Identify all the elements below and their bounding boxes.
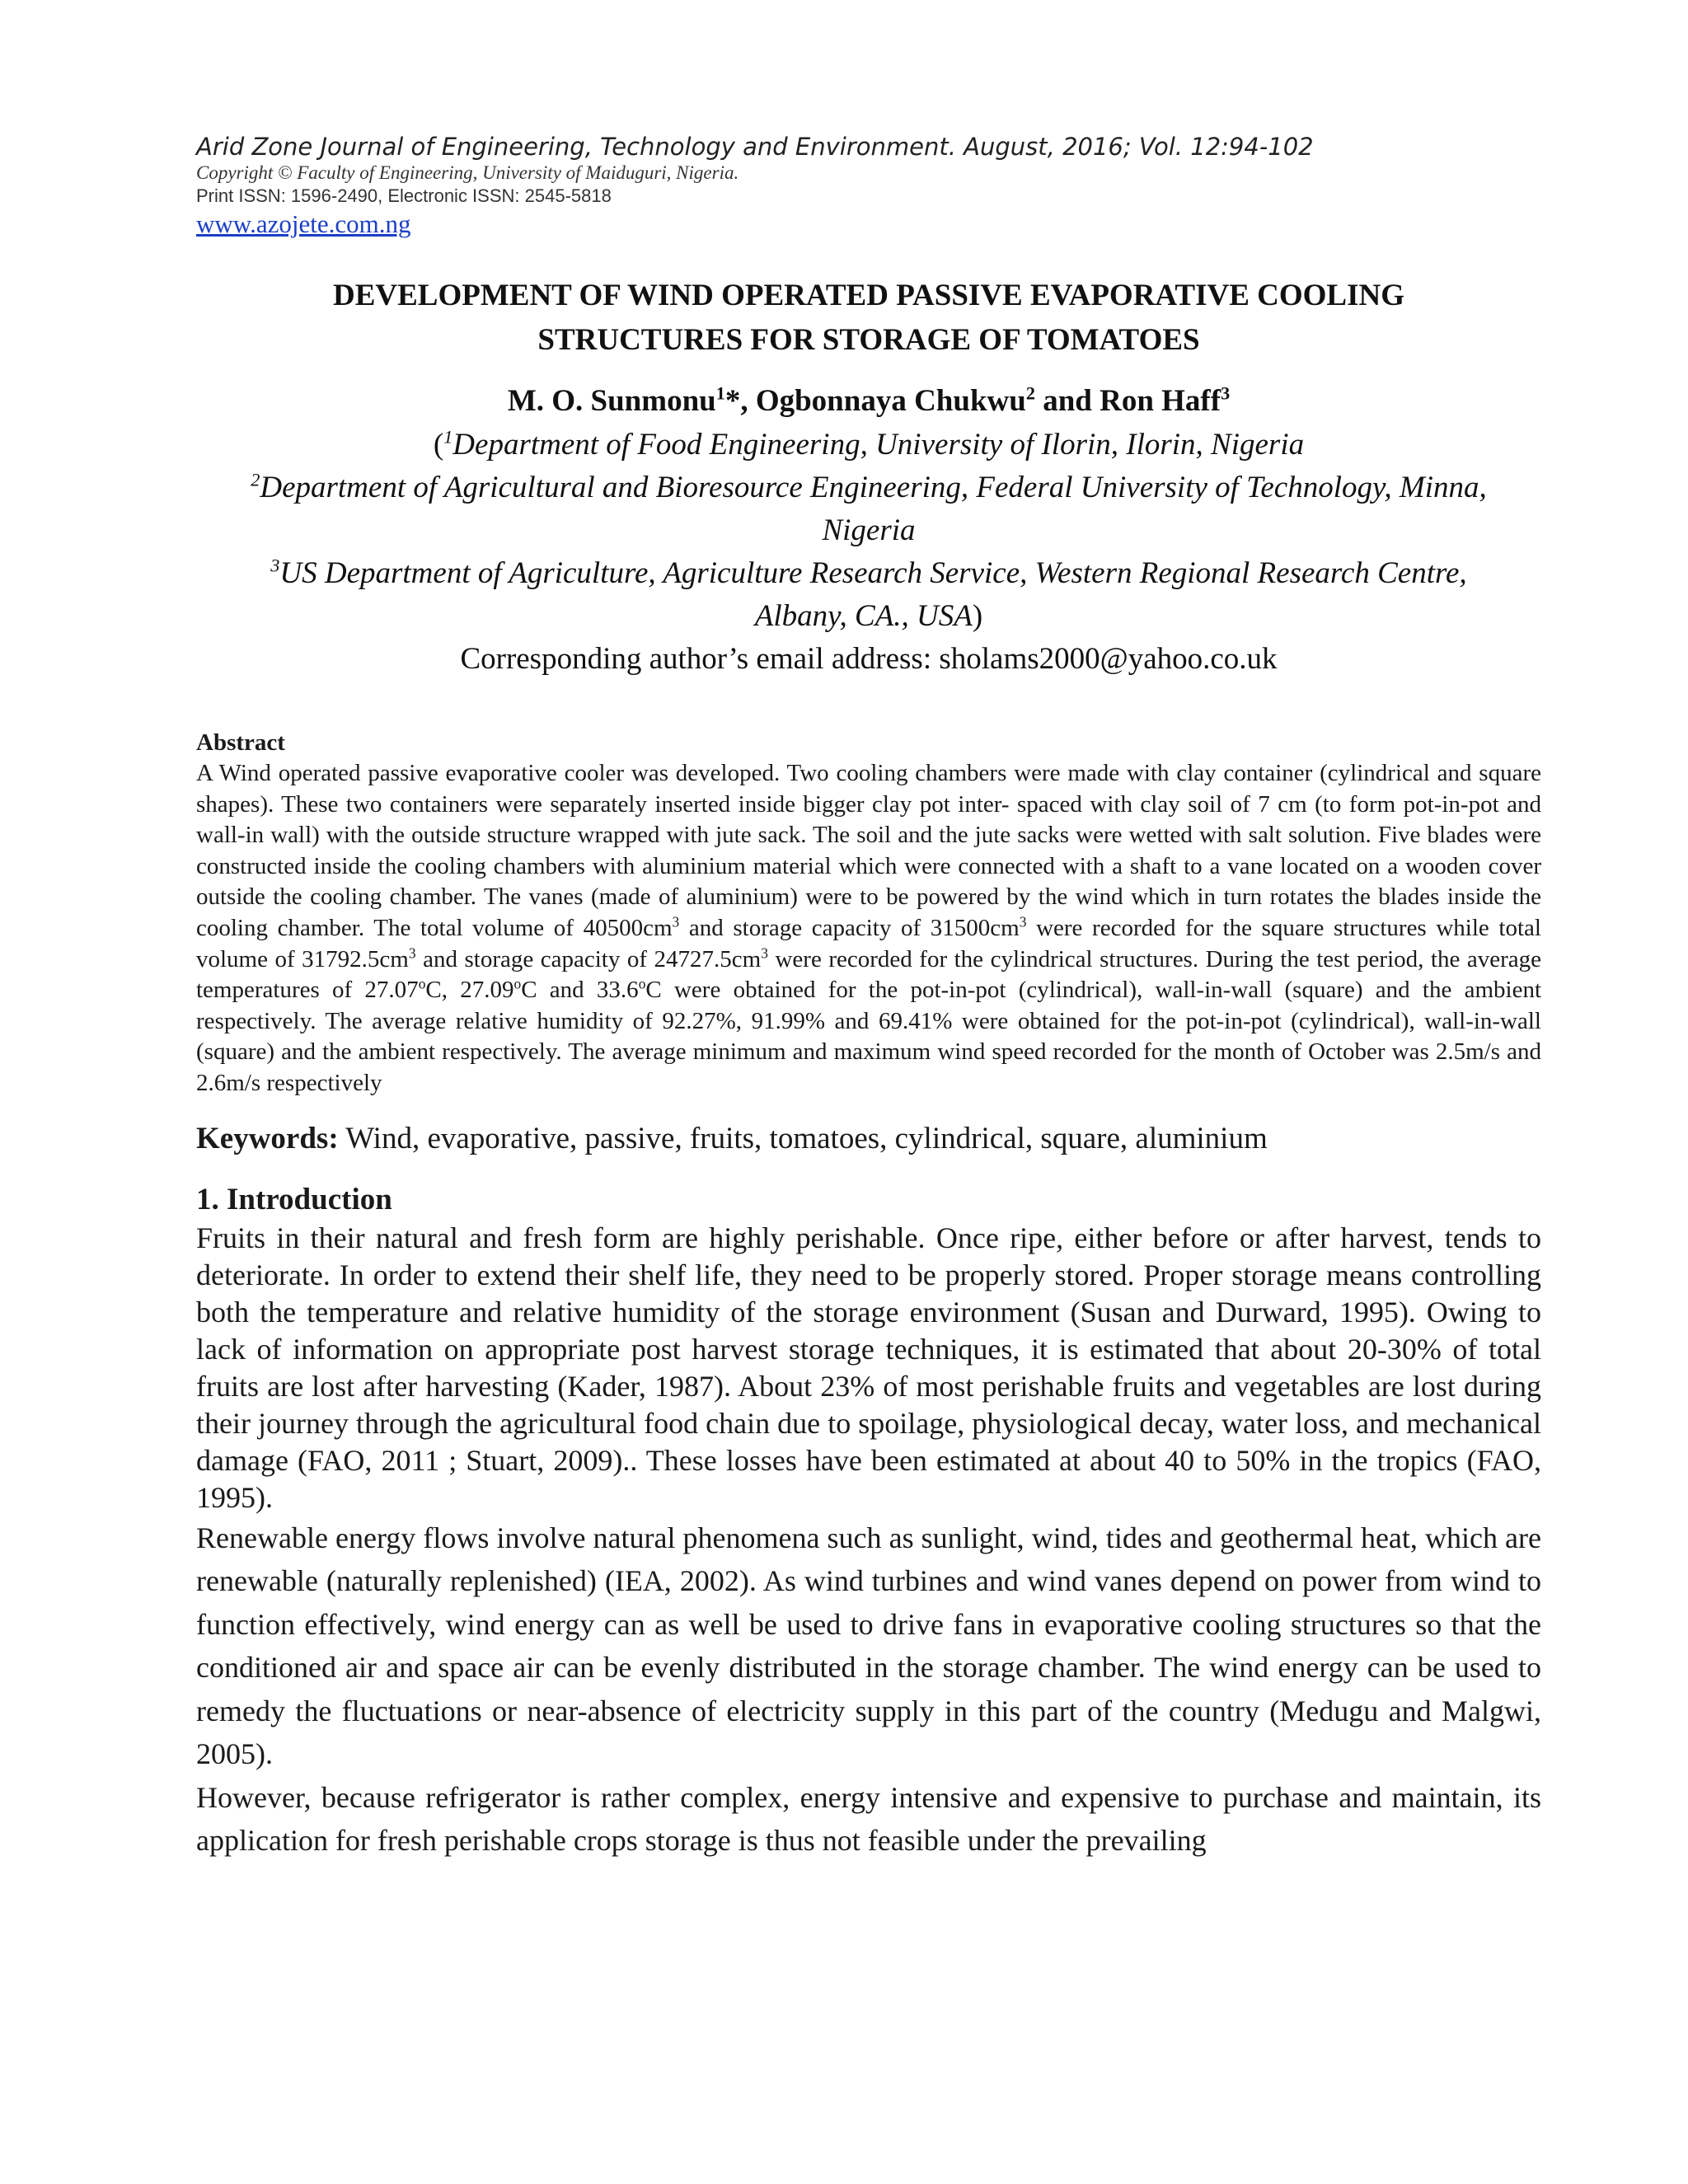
corresponding-email: Corresponding author’s email address: sholams2000@yahoo.co.uk	[460, 642, 1278, 676]
intro-paragraph-2: Renewable energy flows involve natural phenomena such as sunlight, wind, tides and geothermal heat, which are renewable (naturally replenished) (IEA, 2002). As wind turbines and wind vanes depend on power from wind to function effectively, wind energy can as well be used to drive fans in evaporative cooling structures so that the conditioned air and space air can be evenly distributed in the storage chamber. The wind energy can be used to remedy the fluctuations or near-absence of electricity supply in this part of the country (Medugu and Malgwi, 2005).	[196, 1521, 1541, 1771]
affiliation-2-mark: 2	[251, 469, 260, 490]
keywords-label: Keywords:	[196, 1121, 339, 1155]
abstract-text-5: were recorded for the cylindrical structures. During the test period, the average temperatures of 27.07	[196, 945, 1541, 1004]
abstract-heading: Abstract	[196, 729, 285, 756]
abstract-sup-1: 3	[672, 913, 680, 930]
author-conjunction: and	[1034, 384, 1100, 418]
affiliation-open-paren: (	[433, 428, 444, 462]
affiliation-2-line-2: Nigeria	[822, 513, 916, 547]
affiliation-3-text-line-2: Albany, CA., USA	[754, 599, 973, 633]
affiliation-1-text: Department of Food Engineering, University of Ilorin, Ilorin, Nigeria	[452, 428, 1305, 462]
paper-title-line-1: DEVELOPMENT OF WIND OPERATED PASSIVE EVAPORATIVE COOLING	[333, 279, 1404, 312]
author-3: Ron Haff	[1100, 384, 1221, 418]
author-3-affil-mark: 3	[1221, 382, 1231, 404]
abstract-text-7: C and 33.6	[521, 977, 639, 1004]
journal-website-link[interactable]: www.azojete.com.ng	[196, 209, 411, 238]
intro-paragraph-1: Fruits in their natural and fresh form are highly perishable. Once ripe, either before or after harvest, tends to deteriorate. In order to extend their shelf life, they need to be properly stored. Proper storage means controlling both the temperature and relative humidity of the storage environment (Susan and Durward, 1995). Owing to lack of information on appropriate post harvest storage techniques, it is estimated that about 20-30% of total fruits are lost after harvesting (Kader, 1987). About 23% of most perishable fruits and vegetables are lost during their journey through the agricultural food chain due to spoilage, physiological decay, water loss, and mechanical damage (FAO, 2011 ; Stuart, 2009).. These losses have been estimated at about 40 to 50% in the tropics (FAO, 1995).	[196, 1221, 1541, 1514]
abstract-text-3: were recorded for the square structures while total volume of 31792.5cm	[196, 914, 1541, 972]
section-heading-introduction: 1. Introduction	[196, 1182, 392, 1216]
keywords-line	[196, 1119, 1541, 1159]
author-2-affil-mark: 2	[1025, 382, 1035, 404]
intro-paragraph-3: However, because refrigerator is rather complex, energy intensive and expensive to purchase and maintain, its application for fresh perishable crops storage is thus not feasible under the prevailing	[196, 1780, 1541, 1858]
paper-title	[196, 274, 1541, 363]
abstract-sup-7: o	[638, 975, 646, 992]
corresponding-mark: *,	[724, 384, 756, 418]
affiliation-close-paren: )	[972, 599, 983, 633]
copyright-line: Copyright © Faculty of Engineering, University of Maiduguri, Nigeria.	[196, 162, 739, 183]
affiliation-3	[196, 552, 1541, 595]
abstract-sup-6: o	[513, 975, 522, 992]
affiliation-3-line-2	[196, 595, 1541, 638]
abstract-text-2: and storage capacity of 31500cm	[679, 914, 1020, 941]
author-list	[196, 379, 1541, 424]
abstract-text-8: C were obtained for the pot-in-pot (cylindrical), wall-in-wall (square) and the ambient respectively. The average relative humidity of 92.27%, 91.99% and 69.41% were obtained for the pot-in-pot (cylindrical), wall-in-wall (square) and the ambient respectively. The average minimum and maximum wind speed recorded for the month of October was 2.5m/s and 2.6m/s respectively	[196, 977, 1541, 1096]
abstract-sup-4: 3	[761, 944, 768, 961]
abstract-sup-2: 3	[1019, 913, 1027, 930]
paper-page	[196, 132, 1541, 1863]
abstract-text-4: and storage capacity of 24727.5cm	[415, 945, 762, 972]
affiliation-3-text-line-1: US Department of Agriculture, Agriculture Research Service, Western Regional Research Centre,	[279, 556, 1467, 590]
affiliation-2	[196, 466, 1541, 509]
author-1-affil-mark: 1	[715, 382, 725, 404]
abstract-text-6: C, 27.09	[425, 977, 514, 1004]
abstract-body	[196, 758, 1541, 1099]
issn-line: Print ISSN: 1596-2490, Electronic ISSN: 2545-5818	[196, 185, 612, 206]
abstract-text-1: A Wind operated passive evaporative cooler was developed. Two cooling chambers were made with clay container (cylindrical and square shapes). These two containers were separately inserted inside bigger clay pot inter- spaced with clay soil of 7 cm (to form pot-in-pot and wall-in wall) with the outside structure wrapped with jute sack. The soil and the jute sacks were wetted with salt solution. Five blades were constructed inside the cooling chambers with aluminium material which were connected with a shaft to a vane located on a wooden cover outside the cooling chamber. The vanes (made of aluminium) were to be powered by the wind which in turn rotates the blades inside the cooling chamber. The total volume of 40500cm	[196, 760, 1541, 941]
journal-citation: Arid Zone Journal of Engineering, Technology and Environment. August, 2016; Vol. 12:94-102	[196, 133, 1314, 161]
paper-title-line-2: STRUCTURES FOR STORAGE OF TOMATOES	[537, 323, 1200, 357]
affiliation-1-mark: 1	[443, 426, 453, 448]
affiliation-2-text-line-1: Department of Agricultural and Bioresource Engineering, Federal University of Technology, Minna,	[260, 471, 1487, 504]
keywords-text: Wind, evaporative, passive, fruits, tomatoes, cylindrical, square, aluminium	[338, 1121, 1268, 1155]
abstract-sup-5: o	[418, 975, 426, 992]
affiliation-1	[196, 424, 1541, 466]
abstract-sup-3: 3	[408, 944, 416, 961]
author-1: M. O. Sunmonu	[507, 384, 716, 418]
author-2: Ogbonnaya Chukwu	[755, 384, 1026, 418]
affiliation-3-mark: 3	[270, 555, 280, 576]
